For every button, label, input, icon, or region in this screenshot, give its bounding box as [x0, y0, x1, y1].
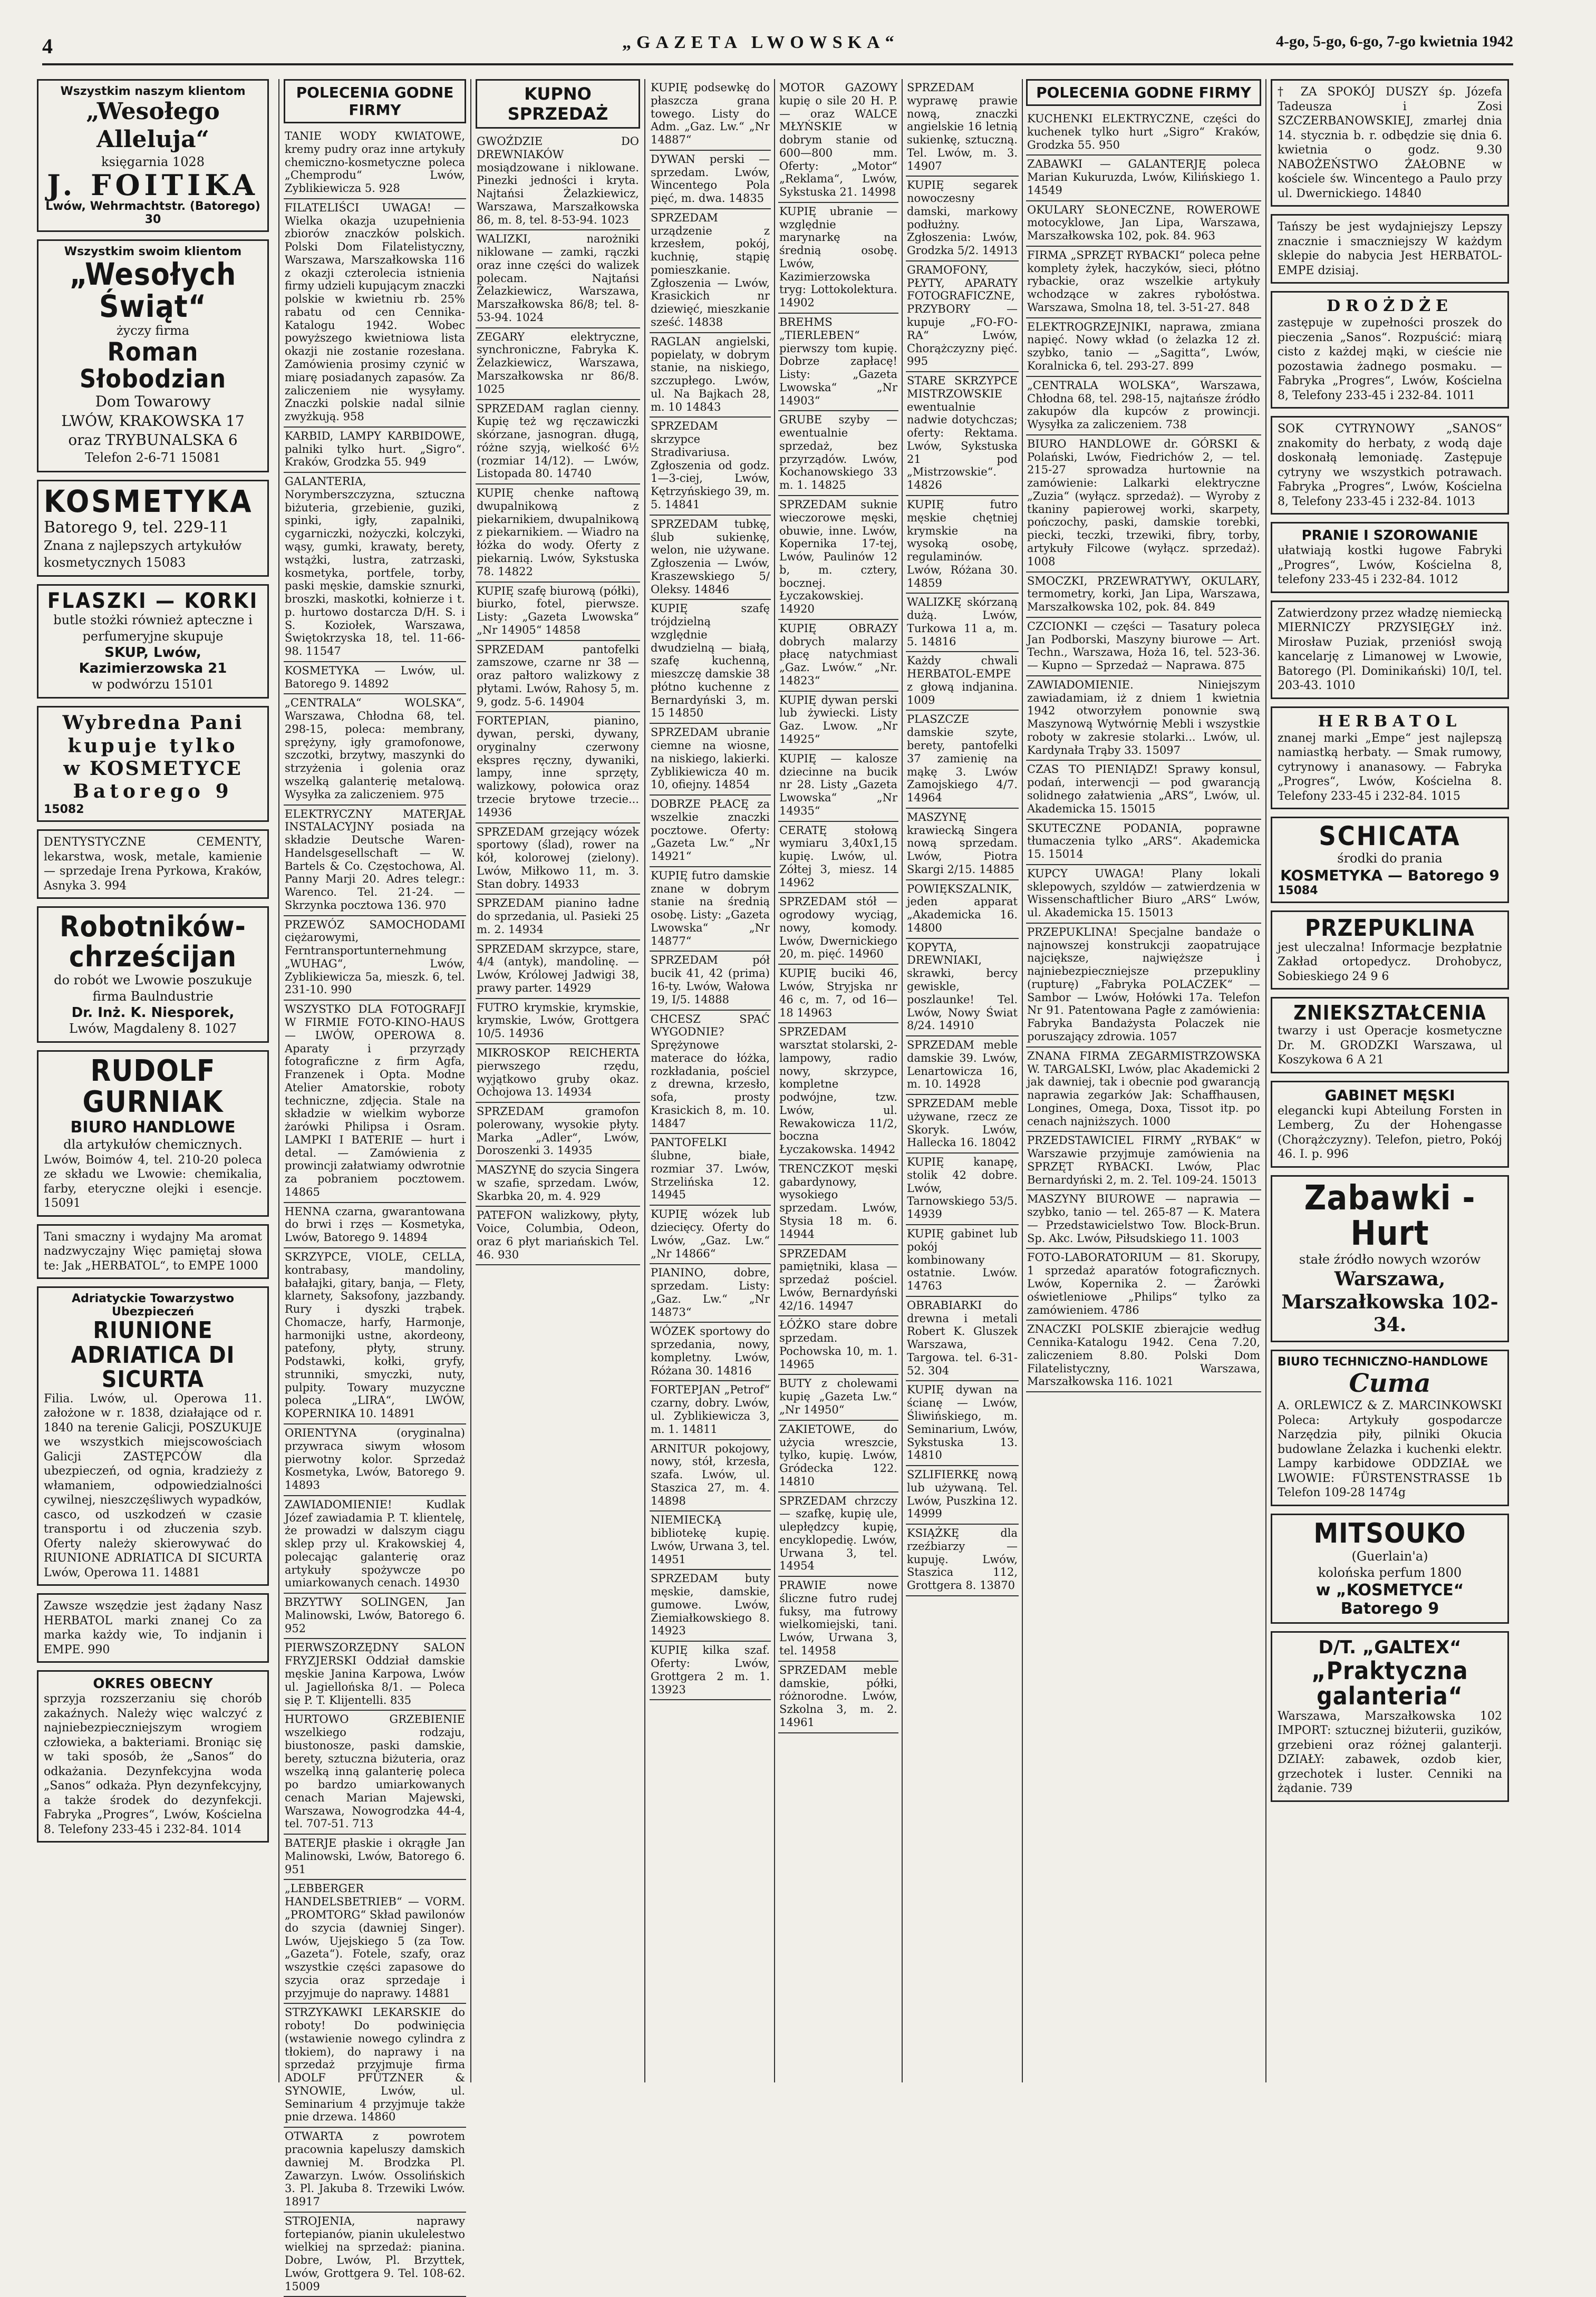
- ad-name: RIUNIONE ADRIATICA DI SICURTA: [71, 1317, 235, 1393]
- ad-line: środki do prania: [1337, 850, 1443, 866]
- classified-ad: OTWARTA z powrotem pracownia kapeluszy damskich dawniej M. Brodzka Pl. Zawarzyn. Lwów. Ossolińskich 3. Pl. Jakuba 8. Trzewiki Lwów. 18917: [284, 2128, 466, 2213]
- classified-ad: PRAWIE nowe śliczne futro rudej fuksy, ma futrowy wielkomiejski, tani. Lwów, Urwana 3, tel. 14958: [778, 1577, 898, 1662]
- ad-text: SOK CYTRYNOWY „SANOS“ znakomity do herbaty, z wodą daje doskonałą lemoniadę. Zastępuje cytryny we wszystkich potrawach. Fabryka „Progres“, Lwów, Kościelna 8, Telefony 233-45 i 232-84. 1013: [1278, 422, 1502, 508]
- classified-ad: PATEFON walizkowy, płyty, Voice, Columbia, Odeon, oraz 6 płyt mariańskich Tel. 46. 930: [476, 1207, 640, 1265]
- ad-schicata: [1271, 817, 1509, 903]
- classified-ad: SPRZEDAM wyprawę prawie nową, znaczki angielskie 16 letnią sukienkę, sztuczną. Tel. Lwów, m. 3. 14907: [906, 79, 1019, 177]
- classified-ad: SPRZEDAM pół bucik 41, 42 (prima) 16-ty. Lwów, Wałowa 19, I/5. 14888: [650, 952, 771, 1010]
- ad-drozdze: [1271, 291, 1509, 409]
- ad-slobodzian: [37, 239, 269, 472]
- classified-ad: „CENTRALA“ WOLSKA“, Warszawa, Chłodna 68, tel. 298-15, poleca: membrany, sprężyny, igły gramofonowe, szczotki, brzytwy, maszynki do strzyżenia i golenia oraz wszelką galanterię metalową. Wysyłka za zaliczeniem. 975: [284, 694, 466, 805]
- classified-ad: BUTY z cholewami kupię „Gazeta Lw.“ „Nr 14950“: [778, 1375, 898, 1420]
- ad-text: DENTYSTYCZNE CEMENTY, lekarstwa, wosk, metale, kamienie — sprzedaje Irena Pyrkowa, Kraków, Asnyka 3. 994: [44, 836, 262, 893]
- classified-ad: SPRZEDAM buty męskie, damskie, gumowe. Lwów, Ziemiałkowskiego 8. 14923: [650, 1570, 771, 1642]
- classified-ad: BIURO HANDLOWE dr. GÓRSKI & Polański, Lwów, Fiedrichów 2, — tel. 215-27 sprowadza hurtownie na zamówienie: Lalkarki elektryczne „Zuzia“ (wyłącz. sprzedaż). — Wyroby z tkaniny papierowej worki, skarpety, pończochy, paski, damskie torebki, piecki, teczki, trzewiki, fibry, torby, artykuły Filcowe (wyłącz. sprzedaż). 1008: [1026, 435, 1261, 573]
- classified-ad: KUPIĘ dywan na ścianę — Lwów, Śliwińskiego, m. Seminarium, Lwów, Sykstuska 13. 14810: [906, 1381, 1019, 1466]
- section-heading: POLECENIA GODNE FIRMY: [284, 79, 466, 123]
- ad-line: w „KOSMETYCE“ Batorego 9: [1316, 1581, 1464, 1618]
- ad-headline: HERBATOL: [1318, 712, 1462, 731]
- ad-herbatol-4: [1271, 706, 1509, 810]
- issue-date: 4-go, 5-go, 6-go, 7-go kwietnia 1942: [1276, 33, 1513, 50]
- ad-top-line: Wszystkim swoim klientom: [64, 245, 242, 259]
- ad-galtex: [1271, 1631, 1509, 1802]
- ad-line: LWÓW, KRAKOWSKA 17: [61, 412, 245, 430]
- ad-text: sprzyja rozszerzaniu się chorób zakaźnych. Należy więc walczyć z najniebezpieczniejszym wrogiem człowieka, a bakteriami. Broniąc się w taki sposób, że „Sanos“ do odkażania. Dezynfekcyjna woda „Sanos“ odkaża. Płyn dezynfekcyjny, a także środek do dezynfekcji. Fabryka „Progres“, Lwów, Kościelna 8. Telefony 233-45 i 232-84. 1014: [44, 1692, 262, 1836]
- ad-text: Tańszy be jest wydajniejszy Lepszy znacznie i smaczniejszy W każdym sklepie do nabycia Jest HERBATOL-EMPE dzisiaj.: [1278, 220, 1502, 277]
- column-rule: [902, 79, 903, 2082]
- classified-ad: OKULARY SŁONECZNE, ROWEROWE motocyklowe, Jan Lipa, Warszawa, Marszałkowska 102, pok. 84. 963: [1026, 201, 1261, 247]
- ad-line: butle stożki również apteczne i perfumeryjne skupuje: [53, 612, 253, 644]
- classified-ad: WÓZEK sportowy do sprzedania, nowy, kompletny. Lwów, Różana 30. 14816: [650, 1323, 771, 1381]
- classified-ad: KUPCY UWAGA! Plany lokali sklepowych, szyldów — zatwierdzenia w Wissenschaftlicher Biuro „ARS“ Lwów, ul. Akademicka 15. 15013: [1026, 865, 1261, 924]
- classified-list: [778, 79, 898, 1733]
- classified-ad: „CENTRALA WOLSKA“, Warszawa, Chłodna 68, tel. 298-15, najtańsze źródło zakupów dla kupców z prowincji. Wysyłka za zaliczeniem. 738: [1026, 377, 1261, 435]
- classified-ad: BREHMS „TIERLEBEN“ pierwszy tom kupię. Dobrze zapłacę! Listy: „Gazeta Lwowska“ „Nr 14903“: [778, 314, 898, 411]
- classified-ad: KUPIĘ futro męskie chętniej krymskie na wysoką osobę, regulaminów. Lwów, Różana 30. 14859: [906, 496, 1019, 594]
- ad-przepuklina: [1271, 910, 1509, 990]
- ad-pranie: [1271, 522, 1509, 593]
- classified-ad: KARBID, LAMPY KARBIDOWE, palniki tylko hurt. „Sigro“. Kraków, Grodzka 55. 949: [284, 428, 466, 473]
- classified-ad: ZAWIADOMIENIE! Kudlak Józef zawiadamia P. T. klientelę, że prowadzi w dalszym ciągu sklep przy ul. Krakowskiej 4, polecając galanterię oraz artykuły spożywcze po umiarkowanych cenach. 14930: [284, 1496, 466, 1594]
- classified-ad: SPRZEDAM chrzczy — szafkę, kupię ule, ulepłędzcy kupię, encyklopedię. Lwów, Urwana 3, tel. 14954: [778, 1492, 898, 1577]
- ad-line: kupuje tylko: [67, 734, 238, 757]
- ad-text: Warszawa, Marszałkowska 102 IMPORT: sztucznej biżuterii, guzików, grzebieni oraz różnej galanterji. DZIAŁY: zabawek, ozdob kier, grzechotek i luster. Cenniki na żądanie. 739: [1278, 1709, 1502, 1796]
- ad-line: oraz TRYBUNALSKA 6: [68, 431, 238, 449]
- ad-line: Wybredna Pani: [62, 712, 244, 734]
- classified-ad: KUPIĘ futro damskie znane w dobrym stanie na średnią osobę. Listy: „Gazeta Lwowska“ „Nr 14877“: [650, 867, 771, 952]
- classified-ad: DOBRZE PŁACĘ za wszelkie znaczki pocztowe. Oferty: „Gazeta Lw.“ „Nr 14921“: [650, 796, 771, 867]
- classified-ad: PLASZCZE damskie szyte, berety, pantofelki 37 zamienię na mąkę 3. Lwów Zamojskiego 4/7. 14964: [906, 711, 1019, 808]
- column-rule: [644, 79, 645, 2082]
- classified-ad: ORIENTYNA (oryginalna) przywraca siwym włosom pierwotny kolor. Sprzedaż Kosmetyka, Lwów, Batorego 9. 14893: [284, 1424, 466, 1496]
- column-6: [906, 79, 1019, 2082]
- classified-ad: KUPIĘ chenke naftową dwupalnikową z piekarnikiem, dwupalnikową z piekarnikiem. — Wiadro na łóżka do wody. Oferty z piekarnią. Lwów, Sykstuska 78. 14822: [476, 484, 640, 582]
- classified-ad: MASZYNĘ do szycia Singera w szafie, sprzedam. Lwów, Skarbka 20, m. 4. 929: [476, 1161, 640, 1207]
- classified-ad: KUPIĘ buciki 46, Lwów, Stryjska nr 46 c, m. 7, od 16—18 14963: [778, 965, 898, 1023]
- classified-ad: KUPIĘ wózek lub dziecięcy. Oferty do Lwów, „Gaz. Lw.“ „Nr 14866“: [650, 1206, 771, 1264]
- classified-ad: HURTOWO GRZEBIENIE wszelkiego rodzaju, biustonosze, paski damskie, berety, sztuczna biżuteria, oraz wszelką inną galanterię poleca po bardzo umiarkowanych cenach Marian Majewski, Warszawa, Nowogrodzka 44-4, tel. 707-51. 713: [284, 1711, 466, 1835]
- classified-ad: RAGLAN angielski, popielaty, w dobrym stanie, na niskiego, szczupłego. Lwów, ul. Na Bajkach 28, m. 10 14843: [650, 333, 771, 418]
- ad-top-line: D/T. „GALTEX“: [1318, 1636, 1462, 1658]
- classified-ad: MOTOR GAZOWY kupię o sile 20 H. P. — oraz WALCE MŁYŃSKIE w dobrym stanie od 600—800 mm. Oferty: „Motor“ „Reklama“, Lwów, Sykstuska 21. 14998: [778, 79, 898, 203]
- classified-ad: POWIĘKSZALNIK, jeden apparat „Akademicka 16. 14800: [906, 880, 1019, 939]
- ad-text: twarzy i ust Operacje kosmetyczne Dr. M. GRODZKI Warszawa, ul Koszykowa 6 A 21: [1278, 1024, 1502, 1067]
- ad-number: 15084: [1278, 884, 1318, 897]
- classified-ad: SKUTECZNE PODANIA, poprawne tłumaczenia tylko „ARS“. Akademicka 15. 15014: [1026, 820, 1261, 865]
- ad-line: Batorego 9, tel. 229-11: [44, 518, 229, 537]
- classified-ad: SMOCZKI, PRZEWRATYWY, OKULARY, termometry, korki, Jan Lipa, Warszawa, Marszałkowska 102, pok. 84. 849: [1026, 573, 1261, 618]
- ad-headline: „Praktyczna galanteria“: [1311, 1656, 1468, 1711]
- classified-ad: WALIZKĘ skórzaną dużą. Lwów, Turkowa 11 a, m. 5. 14816: [906, 594, 1019, 652]
- ad-top-line: OKRES OBECNY: [93, 1676, 213, 1692]
- ad-text: Lwów, Boimów 4, tel. 210-20 poleca ze składu we Lwowie: chemikalia, farby, eteryczne olejki i esencje. 15091: [44, 1153, 262, 1210]
- classified-ad: CHCESZ SPAĆ WYGODNIE? Sprężynowe materace do łóżka, rozkładania, pościel z drewna, krzesło, sofa, prosty Krasickich 8, m. 10. 14847: [650, 1011, 771, 1135]
- ad-headline: Zabawki - Hurt: [1304, 1178, 1476, 1253]
- ad-top-line: Wszystkim naszym klientom: [60, 85, 246, 98]
- classified-ad: SPRZEDAM warsztat stolarski, 2-lampowy, radio nowy, skrzypce, kompletne podwójne, tzw. Lwów, ul. Rewakowicza 11/2, boczna Łyczakowska. 14942: [778, 1023, 898, 1160]
- section-heading: KUPNO SPRZEDAŻ: [476, 79, 640, 129]
- classified-ad: FIRMA „SPRZĘT RYBACKI“ poleca pełne komplety żyłek, haczyków, sieci, płótno rybackie, oraz wszelkie artykuły wchodzące w zakres rybołóstwa. Warszawa, Smolna 18, tel. 3-51-27. 848: [1026, 247, 1261, 318]
- ad-text: znanej marki „Empe“ jest najlepszą namiastką herbaty. — Smak rumowy, cytrynowy i ananasowy. — Fabryka „Progres“, Lwów, Kościelna 8. Telefony 233-45 i 232-84. 1015: [1278, 731, 1502, 803]
- classified-ad: ZAKIETOWE, do użycia wreszcie, tylko, kupię. Lwów, Gródecka 122. 14810: [778, 1421, 898, 1492]
- ad-line: w KOSMETYCE: [63, 757, 243, 780]
- ad-sok-cytrynowy: [1271, 416, 1509, 515]
- classified-ad: TRENCZKOT męski gabardynowy, wysokiego sprzedam. Lwów, Stysia 18 m. 6. 14944: [778, 1160, 898, 1245]
- classified-ad: SPRZEDAM skrzypce, stare, 4/4 (antyk), mandolinę. — Lwów, Królowej Jadwigi 38, prawy parter. 14929: [476, 941, 640, 999]
- classified-list: [284, 128, 466, 2297]
- column-rule: [1265, 79, 1266, 2082]
- ad-line: stałe źródło nowych wzorów: [1299, 1252, 1481, 1267]
- classified-ad: CZCIONKI — części — Tasatury poleca Jan Podborski, Maszyny biurowe — Art. Techn., Warszawa, Hoża 16, tel. 523-36. — Kupno — Sprzedaż — Naprawa. 875: [1026, 618, 1261, 676]
- ad-cuma: [1271, 1350, 1509, 1506]
- ad-riunione: [37, 1286, 269, 1586]
- ad-line: życzy firma: [116, 323, 190, 338]
- classified-ad: STARE SKRZYPCE MISTRZOWSKIE ewentualnie nadwie dotychczas; oferty: Rektama. Lwów, Sykstuska 21 pod „Mistrzowskie“. 14826: [906, 372, 1019, 496]
- column-8: [1271, 79, 1509, 2082]
- page-number: 4: [42, 34, 53, 58]
- ad-line: dla artykułów chemicznych.: [63, 1137, 243, 1152]
- classified-ad: GRUBE szyby — ewentualnie sprzedaż, bez przyrządów. Lwów, Kochanowskiego 33 m. 1. 14825: [778, 411, 898, 496]
- ad-gurniak: [37, 1050, 269, 1217]
- column-2: [284, 79, 466, 2293]
- column-rule: [278, 79, 279, 2082]
- ad-gabinet-meski: [1271, 1081, 1509, 1168]
- ad-herbatol-2: [37, 1593, 269, 1663]
- ad-name: FLASZKI — KORKI: [47, 588, 259, 613]
- classified-ad: FORTEPJAN „Petrof“ czarny, dobry. Lwów, ul. Zyblikiewicza 3, m. 1. 14811: [650, 1381, 771, 1440]
- classified-ad: SPRZEDAM meble damskie, półki, różnorodne. Lwów, Szkolna 3, m. 2. 14961: [778, 1662, 898, 1733]
- ad-line: Dr. Inż. K. Niesporek,: [71, 1004, 235, 1021]
- classified-ad: ZEGARY elektryczne, synchroniczne, Fabryka K. Żelazkiewicz, Warszawa, Marszałkowska nr 86/8. 1025: [476, 328, 640, 400]
- ad-text: † ZA SPOKÓJ DUSZY śp. Józefa Tadeusza i Zosi SZCZERBANOWSKIEJ, zmarłej dnia 14. stycznia b. r. odbędzie się dnia 6. kwietnia o godz. 9.30 NABOŻEŃSTWO ŻAŁOBNE w kościele św. Wincentego a Paulo przy ul. Dwernickiego. 14840: [1278, 85, 1502, 200]
- classified-ad: SPRZEDAM skrzypce Stradivariusa. Zgłoszenia od godz. 1—3-ciej, Lwów, Kętrzyńskiego 39, m. 5. 14841: [650, 418, 771, 515]
- ad-headline: DROŻDŻE: [1327, 297, 1453, 315]
- ad-text: Tani smaczny i wydajny Ma aromat nadzwyczajny Więc pamiętaj słowa te: Jak „HERBATOL“, to EMPE 1000: [44, 1230, 262, 1273]
- classified-ad: KUCHENKI ELEKTRYCZNE, części do kuchenek tylko hurt „Sigro“ Kraków, Grodzka 55. 950: [1026, 110, 1261, 156]
- ad-line: SKUP, Lwów, Kazimierzowska 21: [79, 645, 227, 677]
- classified-ad: KUPIĘ OBRAZY dobrych malarzy płacę natychmiast „Gaz. Lwów.“ „Nr. 14823“: [778, 620, 898, 692]
- classified-ad: SPRZEDAM pantofelki zamszowe, czarne nr 38 — oraz pałtoro walizkowy z płytami. Lwów, Rahosy 5, m. 9, godz. 5-6. 14904: [476, 641, 640, 713]
- ad-zabawki-hurt: [1271, 1175, 1509, 1342]
- column-5: [778, 79, 898, 2082]
- classified-ad: ZNACZKI POLSKIE zbierajcie według Cennika-Katalogu 1942. Cena 7.20, zaliczeniem 8.80. Polski Dom Filatelistyczny, Warszawa, Marszałkowska 116. 1021: [1026, 1321, 1261, 1392]
- ad-name: Roman Słobodzian: [79, 337, 227, 394]
- classified-ad: ŁÓŻKO stare dobre sprzedam. Pochowska 10, m. 1. 14965: [778, 1316, 898, 1375]
- ad-kosmetyka: [37, 480, 269, 577]
- ad-line: Znana z najlepszych artykułów kosmetycznych 15083: [44, 538, 242, 570]
- ad-herbatol-3: [1271, 214, 1509, 284]
- classified-ad: SPRZEDAM meble używane, rzecz ze Skoryk. Lwów, Hallecka 16. 18042: [906, 1095, 1019, 1154]
- classified-ad: GALANTERIA, Norymberszczyzna, sztuczna biżuteria, grzebienie, guziki, spinki, igły, zapalniki, cygarniczki, nożyczki, kolczyki, wąsy, gumki, krawaty, berety, wstążki, lustra, zatrzaski, kosmetyka, portfele, torby, paski męskie, damskie sznurki, broszki, maskotki, kołnierze i t. p. hurtowo dostarcza D/H. S. i S. Koziołek, Warszawa, Świętokrzyska 18, tel. 11-66-98. 11547: [284, 473, 466, 662]
- column-1: [37, 79, 269, 2082]
- ad-number: 15082: [44, 803, 84, 817]
- classified-ad: GRAMOFONY, PŁYTY, APARATY FOTOGRAFICZNE, PRZYBORY — kupuje „FO-FO-RA“ Lwów, Chorążczyzny pięć. 995: [906, 261, 1019, 372]
- ad-headline: PRANIE I SZOROWANIE: [1301, 528, 1478, 544]
- classified-ad: KUPIĘ gabinet lub pokój kombinowany ostatnie. Lwów. 14763: [906, 1225, 1019, 1297]
- classified-ad: SZLIFIERKĘ nową lub używaną. Tel. Lwów, Puszkina 12. 14999: [906, 1466, 1019, 1525]
- classified-ad: KUPIĘ ubranie — względnie marynarkę na średnią osobę. Lwów, Kazimierzowska tryg: Lottokolektura. 14902: [778, 203, 898, 314]
- classified-ad: HENNA czarna, gwarantowana do brwi i rzęs — Kosmetyka, Lwów, Batorego 9. 14894: [284, 1203, 466, 1248]
- ad-line: w podwórzu 15101: [92, 677, 214, 692]
- ad-mitsouko: [1271, 1514, 1509, 1624]
- classified-ad: OBRABIARKI do drewna i metali Robert K. Gluszek Warszawa, Targowa. tel. 6-31-52. 304: [906, 1297, 1019, 1382]
- column-3: [476, 79, 640, 2082]
- ad-text: Filia. Lwów, ul. Operowa 11. założone w r. 1838, działające od r. 1840 na terenie Galicji, POSZUKUJE we wszystkich miejscowościach Galicji ZASTĘPCÓW dla ubezpieczeń, od ognia, kradzieży z włamaniem, odpowiedzialności cywilnej, nieszczęśliwych wypadków, casco, od uszkodzeń w czasie transportu i od złuczenia szyb. Oferty należy skierowywać do RIUNIONE ADRIATICA DI SICURTA Lwów, Operowa 11. 14881: [44, 1392, 262, 1579]
- classified-ad: SPRZEDAM urządzenie z krzesłem, pokój, kuchnię, stąpię pomieszkanie. Zgłoszenia — Lwów, Krasickich nr dziewięć, mieszkanie sześć. 14838: [650, 209, 771, 333]
- classified-list: [906, 79, 1019, 1596]
- classified-ad: FUTRO krymskie, krymskie, krymskie, Lwów, Grottgera 10/5. 14936: [476, 999, 640, 1044]
- ad-headline: SCHICATA: [1319, 821, 1461, 851]
- ad-robotnikow: [37, 906, 269, 1043]
- classified-ad: PIERWSZORZĘDNY SALON FRYZJERSKI Oddział damskie męskie Janina Karpowa, Lwów ul. Jagiellońska 8/1. — Poleca się P. T. Klijentelli. 835: [284, 1639, 466, 1711]
- ad-headline: „Wesołego Alleluja“: [86, 98, 220, 153]
- classified-ad: NIEMIECKĄ bibliotekę kupię. Lwów, Urwana 3, tel. 14951: [650, 1511, 771, 1570]
- ad-name: J. FOITIKA: [47, 168, 259, 202]
- ad-dentystyczne: [37, 829, 269, 899]
- classified-ad: ELEKTROGRZEJNIKI, naprawa, zmiana napięć. Nowy wkład (o żelazka 12 zł. szybko, tanio — „Sagitta“, Lwów, Koralnicka 6, tel. 293-27. 899: [1026, 318, 1261, 377]
- classified-ad: WALIZKI, narożniki niklowane — zamki, rączki oraz inne części do walizek polecam. Najtańsi Żelazkiewicz, Warszawa, Marszałkowska 86/8; tel. 8-53-94. 1024: [476, 230, 640, 328]
- classified-ad: ZABAWKI — GALANTERJĘ poleca Marian Kukuruzda, Lwów, Kilińskiego 1. 14549: [1026, 156, 1261, 201]
- classified-ad: SPRZEDAM pamiętniki, klasa — sprzedaż pościel. Lwów, Bernardyński 42/16. 14947: [778, 1245, 898, 1317]
- classified-ad: PRZEPUKLINA! Specjalne bandaże o najnowszej konstrukcji zaopatrujące najciększe, najwięższe i najniebezpieczniejsze przepukliny (rupturę) „Fabryka POLACZEK“ — Sambor — Lwów, Hołówki 17a. Telefon Nr 91. Patentowana Pagłe z zamówienia: Fabryka Bandażysta Polaczek nie poruszający zdrowia. 1057: [1026, 924, 1261, 1048]
- column-rule: [470, 79, 471, 2082]
- classified-ad: SPRZEDAM pianino ładne do sprzedania, ul. Pasieki 25 m. 2. 14934: [476, 895, 640, 940]
- classified-ad: PRZEDSTAWICIEL FIRMY „RYBAK“ w Warszawie przyjmuje zamówienia na SPRZĘT RYBACKI. Lwów, Plac Bernardyński 2, m. 2. Tel. 109-24. 15013: [1026, 1132, 1261, 1190]
- classified-ad: GWOŹDZIE DO DREWNIAKÓW mosiądzowane i niklowane. Pinezki jedności i kryta. Najtańsi Żelazkiewicz, Warszawa, Marszałkowska 86, m. 8, tel. 8-53-94. 1023: [476, 133, 640, 230]
- ad-flaszki: [37, 584, 269, 699]
- ad-line: Warszawa,: [1334, 1268, 1446, 1291]
- ad-headline: chrześcijan: [69, 939, 237, 973]
- classified-ad: DYWAN perski — sprzedam. Lwów, Wincentego Pola pięć, m. dwa. 14835: [650, 151, 771, 209]
- ad-herbatol-1: [37, 1224, 269, 1280]
- ad-name: KOSMETYKA: [44, 483, 254, 519]
- ad-headline: PRZEPUKLINA: [1305, 914, 1475, 942]
- classified-ad: MASZYNY BIUROWE — naprawia — szybko, tanio — tel. 265-87 — K. Matera — Przedstawicielstwo Tow. Block-Brun. Sp. Akc. Lwów, Piłsudskiego 11. 1003: [1026, 1190, 1261, 1249]
- ad-top-line: Adriatyckie Towarzystwo Ubezpieczeń: [71, 1292, 235, 1319]
- column-4: [650, 79, 771, 2082]
- classified-ad: KOPYTA, DREWNIAKI, skrawki, bercy gewiskle, poszlaunke! Tel. Lwów, Nowy Świat 8/24. 14910: [906, 939, 1019, 1036]
- classified-ad: ELEKTRYCZNY MATERJAŁ INSTALACYJNY posiada na składzie Deutsche Waren-Handelsgesellschaft — W. Bartels & Co. Częstochowa, Al. Panny Marji 20. Adres telegr.: Warenco. Tel. 21-24. — Skrzynka pocztowa 136. 970: [284, 806, 466, 916]
- classified-ad: SPRZEDAM meble damskie 39. Lwów, Lenartowicza 16, m. 10. 14928: [906, 1036, 1019, 1095]
- classified-ad: Każdy chwali HERBATOL-EMPE z głową indjanina. 1009: [906, 652, 1019, 711]
- classified-ad: KUPIĘ kanapę, stolik 42 dobre. Lwów, Tarnowskiego 53/5. 14939: [906, 1154, 1019, 1225]
- ad-headline: GABINET MĘSKI: [1324, 1086, 1455, 1104]
- ad-line: (Guerlain'a): [1351, 1548, 1428, 1564]
- ad-line: Telefon 2-6-71 15081: [85, 450, 221, 466]
- ad-line: do robót we Lwowie poszukuje firma Baulndustrie: [54, 972, 252, 1004]
- classified-ad: MASZYNĘ krawiecką Singera nową sprzedam. Lwów, Piotra Skargi 2/15. 14885: [906, 809, 1019, 880]
- classified-ad: KSIĄŻKĘ dla rzeźbiarzy — kupuję. Lwów, Staszica 112, Grottgera 8. 13870: [906, 1525, 1019, 1596]
- ad-obituary: [1271, 79, 1509, 207]
- ad-line: Marszałkowska 102-34.: [1281, 1291, 1498, 1336]
- ad-line: Dom Towarowy: [95, 393, 211, 411]
- classified-ad: KOSMETYKA — Lwów, ul. Batorego 9. 14892: [284, 662, 466, 695]
- classified-ad: MIKROSKOP REICHERTA pierwszego rzędu, wyjątkowo gruby okaz. Ochojowa 13. 14934: [476, 1044, 640, 1103]
- ad-text: zastępuje w zupełności proszek do pieczenia „Sanos“. Rozpuścić: miarą cisto z każdej mąki, w cieście nie pozostawia żadnego posmaku. — Fabryka „Progres“, Lwów, Kościelna 8, Telefony 233-45 i 232-84. 1011: [1278, 316, 1502, 402]
- ad-line: kolońska perfum 1800: [1318, 1565, 1462, 1580]
- classified-ad: SKRZYPCE, VIOLE, CELLA, kontrabasy, mandoliny, bałałajki, gitary, banja, — Flety, klarnety, Saksofony, jazzbandy. Rury i dyszki trąbek. Chomacze, harfy, Harmonje, harmonijki ustne, akordeony, patefony, płyty, struny. Podstawki, kołki, gryfy, strunniki, smyczki, nuty, pulpity. Towary muzyczne poleca „LIRA“, LWÓW, KOPERNIKA 10. 14891: [284, 1248, 466, 1424]
- classified-ad: KUPIĘ szafę biurową (półki), biurko, fotel, pierwsze. Listy: „Gazeta Lwowska“ „Nr 14905“ 14858: [476, 583, 640, 641]
- classified-ad: SPRZEDAM stół — ogrodowy wyciąg, nowy, komody. Lwów, Dwernickiego 20, m. pięć. 14960: [778, 893, 898, 965]
- classified-ad: FORTEPIAN, pianino, dywan, perski, dywany, oryginalny czerwony ekspres ręczny, dywaniki, lampy, inne sprzęty, walizkowy, połowica oraz trzecie brytowe trzecie... 14936: [476, 712, 640, 823]
- ad-line: Lwów, Magdaleny 8. 1027: [69, 1021, 237, 1036]
- classified-ad: FILATELIŚCI UWAGA! — Wielka okazja uzupełnienia zbiorów znaczków polskich. Polski Dom Filatelistyczny, Warszawa, Marszałkowska 116 z okazji czterolecia istnienia firmy udzieli kupującym znaczki polskie w kwietniu rb. 25% rabatu od cen Cennika-Katalogu 1942. Wobec powyższego kwietniowa lista okazji nie zostanie rozesłana. Zamówienia prosimy czynić w miarę posiadanych zapasów. Za zaliczeniem nie wysyłamy. Znaczki polskie nadal silnie zwyżkują. 958: [284, 199, 466, 428]
- ad-text: Zawsze wszędzie jest żądany Nasz HERBATOL marki znanej Co za marka każdy wie, To indjanin i EMPE. 990: [44, 1600, 262, 1656]
- ad-znieksztalcenia: [1271, 997, 1509, 1073]
- ad-name: Cuma: [1349, 1368, 1431, 1398]
- classified-ad: PRZEWÓZ SAMOCHODAMI ciężarowymi, Ferntransportunternehmung „WUHAG“, Lwów, Zyblikiewicza 5a, mieszk. 6, tel. 231-10. 990: [284, 916, 466, 1001]
- classified-ad: KUPIĘ podsewkę do płaszcza grana towego. Listy do Adm. „Gaz. Lw.“ „Nr 14887“: [650, 79, 771, 151]
- classified-ad: KUPIĘ kilka szaf. Oferty: Lwów, Grottgera 2 m. 1. 13923: [650, 1642, 771, 1700]
- ad-wybredna-pani: [37, 706, 269, 822]
- ad-headline: Robotników-: [60, 910, 246, 944]
- classified-ad: KUPIĘ szafę trójdzielną względnie dwudzielną — białą, szafę kuchenną, mieszczę damskie 38 płótno kuchenne z Bernardyński 3, m. 15 14850: [650, 600, 771, 724]
- classified-ad: SPRZEDAM tubkę, ślub sukienkę, welon, nie używane. Zgłoszenia — Lwów, Kraszewskiego 5/ Oleksy. 14846: [650, 516, 771, 600]
- masthead: „GAZETA LWOWSKA“: [622, 33, 899, 52]
- classified-ad: SPRZEDAM gramofon polerowany, wysokie płyty. Marka „Adler“, Lwów, Doroszenki 3. 14935: [476, 1103, 640, 1161]
- ad-text: Zatwierdzony przez władzę niemiecką MIERNICZY PRZYSIĘGŁY inż. Mirosław Puziak, przeniósł swoją kancelarję z Limanowej w Lwowie, Batorego (Pl. Dominikański) 10/I, tel. 203-43. 1010: [1278, 606, 1502, 692]
- ad-mierniczy: [1271, 600, 1509, 699]
- classified-ad: CERATĘ stołową wymiaru 3,40x1,15 kupię. Lwów, ul. Zółtej 3, miesz. 14 14962: [778, 822, 898, 894]
- ad-name: RUDOLF GURNIAK: [82, 1054, 224, 1119]
- ad-headline: MITSOUKO: [1313, 1517, 1466, 1549]
- classified-ad: SPRZEDAM raglan cienny. Kupię też wg ręczawiczki skórzane, jasnogran. długą, różne szyją, wielkość 6½ (rozmiar 14/12). — Lwów, Listopada 80. 14740: [476, 400, 640, 485]
- classified-ad: „LEBBERGER HANDELSBETRIEB“ — VORM. „PROMTORG“ Skład pawilonów do szycia (dawniej Singer). Lwów, Ujejskiego 5 (za Tow. „Gazeta“). Fotele, szafy, oraz wszystkie części zapasowe do szycia oraz sprzedaje i przyjmuje do naprawy. 14881: [284, 1880, 466, 2004]
- column-7: [1026, 79, 1261, 2082]
- classified-ad: SPRZEDAM suknie wieczorowe męski, obuwie, inne. Lwów, Kopernika 17-tej, Lwów, Paulinów 12 b, m. cztery, bocznej. Łyczakowskiej. 14920: [778, 496, 898, 620]
- ad-text: jest uleczalna! Informacje bezpłatnie Zakład ortopedycz. Drohobycz, Sobieskiego 24 9 6: [1278, 941, 1502, 983]
- classified-ad: KUPIĘ segarek nowoczesny damski, markowy podłużny. Zgłoszenia: Lwów, Grodzka 5/2. 14913: [906, 177, 1019, 261]
- ad-headline: „Wesołych Świąt“: [69, 256, 237, 325]
- classified-ad: STRZYKAWKI LEKARSKIE do roboty! Do podwinięcia (wstawienie nowego cylindra z tłokiem), do naprawy i na sprzedaż przyjmuje firma ADOLF PFÜTZNER & SYNOWIE, Lwów, ul. Seminarium 4 przyjmuje także pnie drzewa. 14860: [284, 2004, 466, 2128]
- column-rule: [1022, 79, 1023, 2082]
- classified-list: [476, 133, 640, 1265]
- column-rule: [774, 79, 775, 2082]
- classified-list: [650, 79, 771, 1700]
- classified-ad: SPRZEDAM grzejący wózek sportowy (ślad), rower na kół, kolorowej (zielony). Lwów, Miłkowo 11, m. 3. Stan dobry. 14933: [476, 823, 640, 895]
- classified-ad: WSZYSTKO DLA FOTOGRAFJI W FIRMIE FOTO-KINO-HAUS — LWÓW, OPEROWA 8. Aparaty i przyrządy fotograficzne z firm Agfa, Franzenek i Opta. Modne Atelier Amatorskie, roboty techniczne, zdjęcia. Stale na składzie w wielkim wyborze żarówki Philipsa i Osram. LAMPKI I BATERIE — hurt i detal. — Zamówienia z prowincji załatwiamy odwrotnie za pobraniem pocztowem. 14865: [284, 1001, 466, 1203]
- classified-ad: BATERJE płaskie i okrągłe Jan Malinowski, Lwów, Batorego 6. 951: [284, 1835, 466, 1880]
- classified-ad: ZAWIADOMIENIE. Niniejszym zawiadamiam, iż z dniem 1 kwietnia 1942 otworzyłem ponownie swą Maszynową Wytwórnię Mebli i wszystkie roboty w zakresie stolarki... Lwów, ul. Kardynała Trąby 33. 15097: [1026, 676, 1261, 761]
- ad-text: elegancki kupi Abteilung Forsten in Lemberg, Zu der Hohengasse (Chorążczyzny). Telefon, pietro, Pokój 46. I. p. 996: [1278, 1104, 1502, 1161]
- classified-ad: PANTOFELKI ślubne, białe, rozmiar 37. Lwów, Strzelińska 12. 14945: [650, 1134, 771, 1206]
- ad-line: KOSMETYKA — Batorego 9: [1280, 866, 1500, 884]
- classified-ad: ZNANA FIRMA ZEGARMISTRZOWSKA W. TARGALSKI, Lwów, plac Akademicki 2 jak dawniej, tak i obecnie pod gwarancją naprawia zegarków Jak: Schaffhausen, Longines, Omega, Doxa, Tissot itp. po cenach najniższych. 1000: [1026, 1048, 1261, 1132]
- classified-ad: FOTO-LABORATORIUM — 81. Skorupy, 1 sprzedaż aparatów fotograficznych. Lwów, Kopernika 2. — Żarówki oświetleniowe „Philips“ tylko za zamówieniem. 4786: [1026, 1249, 1261, 1321]
- ad-line: księgarnia 1028: [101, 154, 205, 169]
- ad-line: Batorego 9: [73, 780, 233, 802]
- ad-headline: BIURO TECHNICZNO-HANDLOWE: [1278, 1355, 1488, 1369]
- classified-ad: ARNITUR pokojowy, nowy, stół, krzesła, szafa. Lwów, ul. Staszica 27, m. 4. 14898: [650, 1440, 771, 1512]
- classified-ad: STROJENIA, naprawy fortepianów, pianin ukulelestwo wielkiej na sprzedaż: pianina. Dobre, Lwów, Pl. Brzyttek, Lwów, Grottgera 9. Tel. 108-62. 15009: [284, 2213, 466, 2297]
- classified-ad: KUPIĘ dywan perski lub żywiecki. Listy Gaz. Lwow. „Nr 14925“: [778, 692, 898, 750]
- page-header: [42, 26, 1513, 65]
- ad-text: ułatwiają kostki ługowe Fabryki „Progres“, Lwów, Kościelna 8, telefony 233-45 i 232-84. 1012: [1278, 544, 1502, 586]
- ad-address: Lwów, Wehrmachtstr. (Batorego) 30: [45, 200, 260, 227]
- ad-foitika: [37, 79, 269, 232]
- classified-ad: PIANINO, dobre, sprzedam. Listy: „Gaz. Lw.“ „Nr 14873“: [650, 1264, 771, 1323]
- classified-ad: TANIE WODY KWIATOWE, kremy pudry oraz inne artykuły chemiczno-kosmetyczne poleca „Chemprodu“ Lwów, Zyblikiewicza 5. 928: [284, 128, 466, 199]
- ad-okres-obecny: [37, 1670, 269, 1843]
- ad-text: A. ORLEWICZ & Z. MARCINKOWSKI Poleca: Artykuły gospodarcze Narzędzia piły, pilniki Okucia budowlane Żelazka i kuchenki elektr. Lampy karbidowe ODDZIAŁ we LWOWIE: FÜRSTENSTRASSE 1b Telefon 109-28 1474g: [1278, 1399, 1502, 1500]
- classified-ad: KUPIĘ — kalosze dziecinne na bucik nr 28. Listy „Gazeta Lwowska“ „Nr 14935“: [778, 750, 898, 822]
- section-heading: POLECENIA GODNE FIRMY: [1026, 79, 1261, 106]
- classified-ad: SPRZEDAM ubranie ciemne na wiosne, na niskiego, lakierki. Zyblikiewicza 40 m. 10, ofiejny. 14854: [650, 724, 771, 796]
- classified-list: [1026, 110, 1261, 1392]
- ad-line: BIURO HANDLOWE: [70, 1118, 236, 1137]
- classified-ad: BRZYTWY SOLINGEN, Jan Malinowski, Lwów, Batorego 6. 952: [284, 1594, 466, 1639]
- ad-headline: ZNIEKSZTAŁCENIA: [1293, 1001, 1486, 1025]
- classified-ad: CZAS TO PIENIĄDZ! Sprawy konsul, podań, interwencji — pod gwarancją solidnego załatwienia „ARS“, Lwów, ul. Akademicka 15. 15015: [1026, 761, 1261, 819]
